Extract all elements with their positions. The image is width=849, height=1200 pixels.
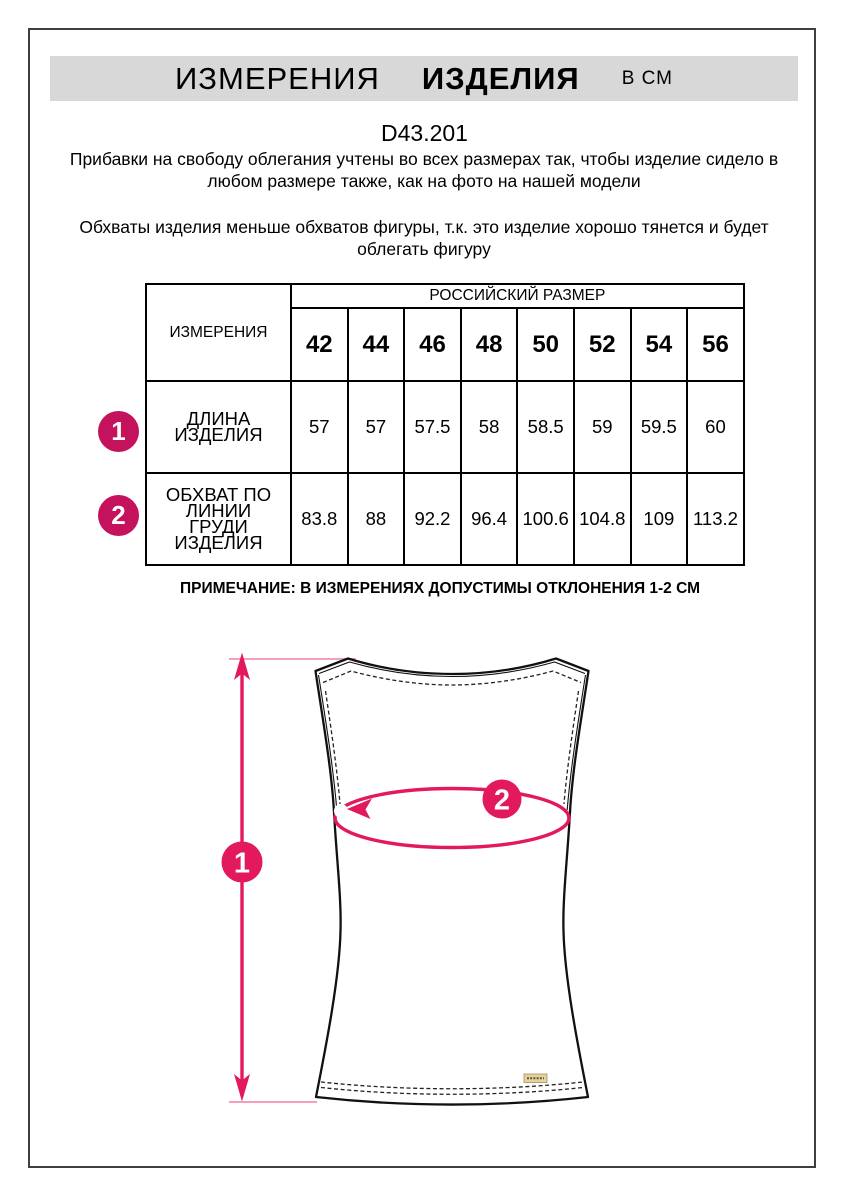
measurements-corner-header: ИЗМЕРЕНИЯ	[146, 284, 291, 381]
row-label-chest: ОБХВАТ ПО ЛИНИИ ГРУДИ ИЗДЕЛИЯ	[146, 473, 291, 565]
table-cell: 100.6	[517, 473, 574, 565]
size-header: 42	[291, 308, 348, 381]
size-header: 56	[687, 308, 744, 381]
title-word-product: ИЗДЕЛИЯ	[421, 60, 580, 96]
table-cell: 96.4	[461, 473, 518, 565]
size-header: 44	[348, 308, 405, 381]
table-cell: 58	[461, 381, 518, 473]
title-word-measurements: ИЗМЕРЕНИЯ	[175, 60, 380, 96]
table-cell: 60	[687, 381, 744, 473]
size-header: 48	[461, 308, 518, 381]
product-code: D43.201	[381, 120, 468, 146]
size-header: 54	[631, 308, 688, 381]
table-cell: 88	[348, 473, 405, 565]
russian-size-header: РОССИЙСКИЙ РАЗМЕР	[291, 284, 744, 308]
table-cell: 59	[574, 381, 631, 473]
ellipse-gap-mask	[334, 804, 348, 818]
table-cell: 58.5	[517, 381, 574, 473]
row-label-length: ДЛИНА ИЗДЕЛИЯ	[146, 381, 291, 473]
tolerance-note: ПРИМЕЧАНИЕ: В ИЗМЕРЕНИЯХ ДОПУСТИМЫ ОТКЛОНЕНИЯ 1-2 СМ	[179, 580, 701, 597]
size-header: 46	[404, 308, 461, 381]
table-cell: 57	[348, 381, 405, 473]
title-unit-cm: В СМ	[621, 67, 673, 89]
table-cell: 59.5	[631, 381, 688, 473]
table-cell: 57.5	[404, 381, 461, 473]
diagram-marker-1-number: 1	[233, 847, 251, 880]
table-cell: 57	[291, 381, 348, 473]
table-cell: 109	[631, 473, 688, 565]
table-cell: 92.2	[404, 473, 461, 565]
size-header: 50	[517, 308, 574, 381]
row-number-badge-2: 2	[98, 495, 139, 536]
garment-outline	[316, 659, 589, 1105]
row-number-badge-1: 1	[98, 411, 139, 452]
table-cell: 113.2	[687, 473, 744, 565]
fit-description: Прибавки на свободу облегания учтены во всех размерах так, чтобы изделие сидело в любом размере также, как на фото на нашей модели	[69, 149, 779, 191]
table-cell: 104.8	[574, 473, 631, 565]
size-header: 52	[574, 308, 631, 381]
stretch-description: Обхваты изделия меньше обхватов фигуры, т.к. это изделие хорошо тянется и будет облегать фигуру	[79, 217, 769, 259]
diagram-marker-2-number: 2	[493, 784, 511, 817]
table-cell: 83.8	[291, 473, 348, 565]
